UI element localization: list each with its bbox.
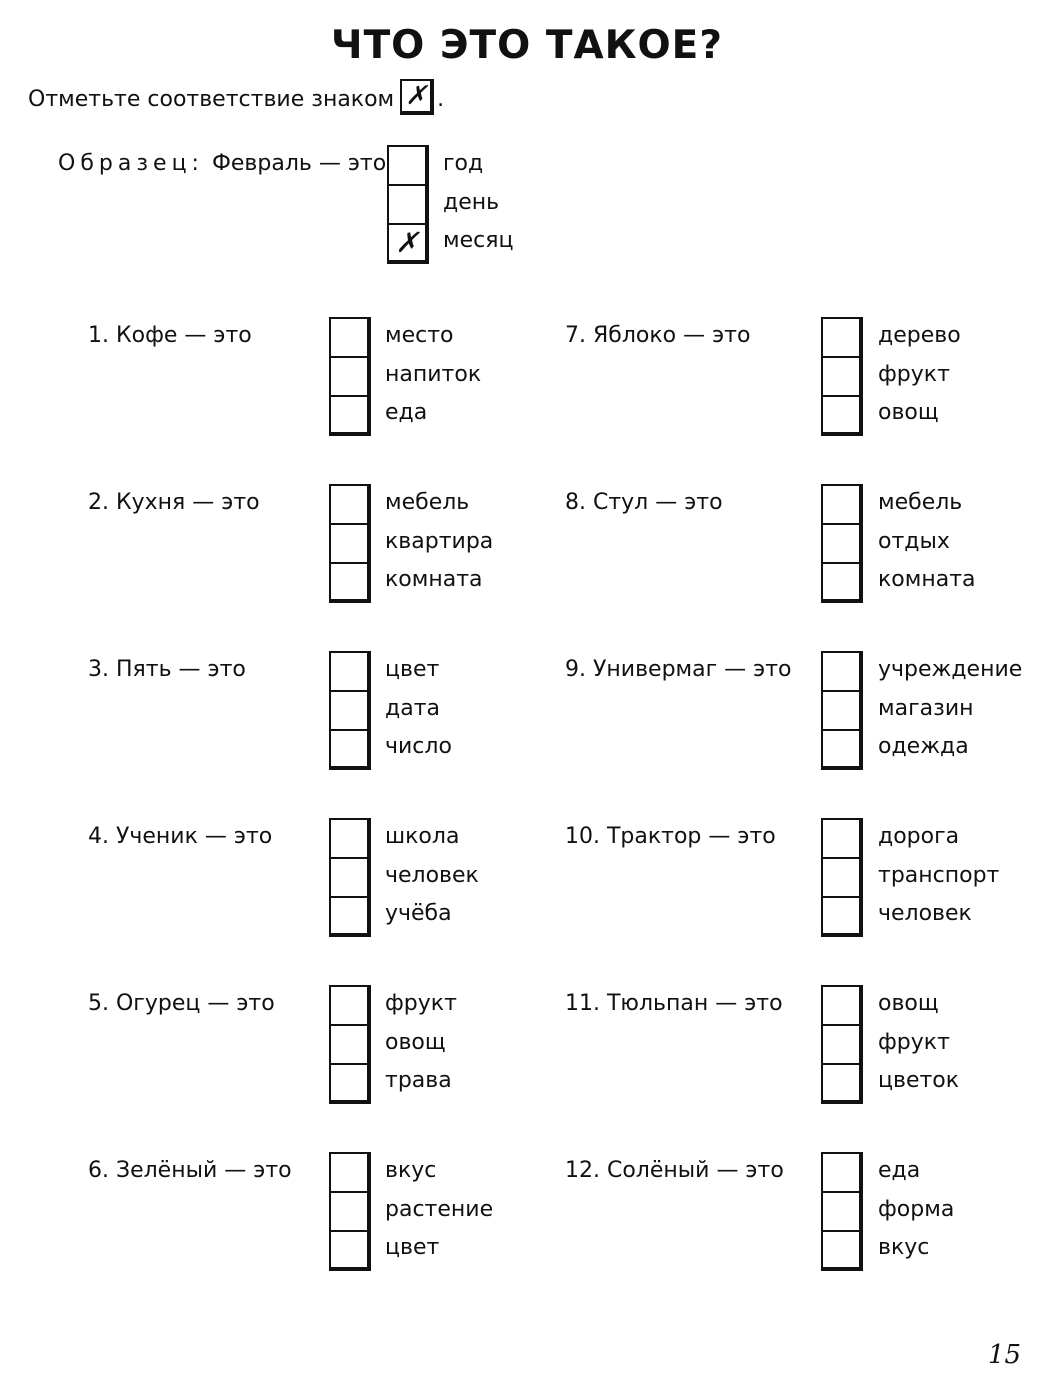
answer-checkbox[interactable] xyxy=(329,1024,371,1063)
answer-option: человек xyxy=(385,862,479,888)
answer-option: число xyxy=(385,734,452,759)
answer-checkbox[interactable] xyxy=(821,484,863,523)
instruction-period: . xyxy=(437,87,445,112)
answer-option: цвет xyxy=(385,657,440,682)
answer-checkbox-group xyxy=(821,317,863,436)
answer-options xyxy=(385,1153,493,1269)
sample-mark-box: ✗ xyxy=(400,79,434,115)
answer-option: комната xyxy=(385,567,483,592)
answer-checkbox-group xyxy=(329,818,371,937)
sample-checkbox xyxy=(387,145,429,184)
answer-checkbox[interactable] xyxy=(821,356,863,395)
answer-checkbox[interactable] xyxy=(821,1191,863,1230)
answer-checkbox[interactable] xyxy=(821,1063,863,1104)
question-label: 2. Кухня — это xyxy=(88,490,260,515)
answer-checkbox[interactable] xyxy=(821,818,863,857)
answer-option: трава xyxy=(385,1068,452,1093)
answer-options xyxy=(385,318,481,434)
answer-option: комната xyxy=(878,567,976,592)
answer-checkbox[interactable] xyxy=(821,690,863,729)
answer-checkbox[interactable] xyxy=(821,395,863,436)
answer-checkbox[interactable] xyxy=(329,317,371,356)
answer-option: отдых xyxy=(878,528,950,554)
answer-checkbox[interactable] xyxy=(821,562,863,603)
answer-option: овощ xyxy=(385,1029,446,1055)
answer-checkbox[interactable] xyxy=(821,1230,863,1271)
answer-option: место xyxy=(385,323,454,348)
question-label: 7. Яблоко — это xyxy=(565,323,751,348)
answer-option: форма xyxy=(878,1196,955,1222)
answer-option: дата xyxy=(385,695,440,721)
answer-checkbox[interactable] xyxy=(329,395,371,436)
answer-checkbox[interactable] xyxy=(329,896,371,937)
question-label: 5. Огурец — это xyxy=(88,991,275,1016)
answer-checkbox[interactable] xyxy=(821,523,863,562)
sample-checkbox: ✗ xyxy=(387,223,429,264)
answer-options xyxy=(385,652,452,768)
answer-checkbox[interactable] xyxy=(329,857,371,896)
answer-checkbox-group xyxy=(329,317,371,436)
answer-option: фрукт xyxy=(878,361,950,387)
answer-checkbox-group xyxy=(821,1152,863,1271)
question-label: 8. Стул — это xyxy=(565,490,723,515)
sample-label xyxy=(58,146,386,182)
answer-checkbox[interactable] xyxy=(821,985,863,1024)
answer-option: вкус xyxy=(878,1235,930,1260)
answer-checkbox-group xyxy=(821,651,863,770)
answer-checkbox[interactable] xyxy=(329,356,371,395)
answer-options xyxy=(385,485,493,601)
answer-option: растение xyxy=(385,1196,494,1222)
sample-option: месяц xyxy=(443,228,514,253)
answer-checkbox[interactable] xyxy=(329,1063,371,1104)
answer-options xyxy=(878,652,1022,768)
answer-option: дерево xyxy=(878,323,961,348)
answer-option: вкус xyxy=(385,1158,437,1183)
answer-option: одежда xyxy=(878,734,969,759)
question-label: 3. Пять — это xyxy=(88,657,246,682)
answer-checkbox-group xyxy=(329,1152,371,1271)
answer-option: магазин xyxy=(878,695,974,721)
answer-checkbox[interactable] xyxy=(821,1024,863,1063)
page-number: 15 xyxy=(988,1340,1022,1370)
sample-checkbox xyxy=(387,184,429,223)
question-label: 6. Зелёный — это xyxy=(88,1158,292,1183)
answer-checkbox-group xyxy=(821,818,863,937)
question-label: 4. Ученик — это xyxy=(88,824,273,849)
answer-checkbox-group xyxy=(329,484,371,603)
answer-option: школа xyxy=(385,824,460,849)
answer-checkbox[interactable] xyxy=(329,484,371,523)
answer-checkbox-group xyxy=(821,985,863,1104)
answer-option: квартира xyxy=(385,528,494,554)
sample-caption: Образец: xyxy=(58,151,204,176)
answer-option: учреждение xyxy=(878,657,1023,682)
answer-checkbox[interactable] xyxy=(329,1230,371,1271)
answer-option: человек xyxy=(878,901,972,926)
answer-checkbox-group xyxy=(329,651,371,770)
question-label: 10. Трактор — это xyxy=(565,824,776,849)
answer-checkbox[interactable] xyxy=(329,523,371,562)
answer-checkbox[interactable] xyxy=(329,1191,371,1230)
answer-option: еда xyxy=(878,1158,921,1183)
answer-checkbox[interactable] xyxy=(329,1152,371,1191)
answer-option: еда xyxy=(385,400,428,425)
question-label: 1. Кофе — это xyxy=(88,323,252,348)
answer-options xyxy=(878,485,976,601)
answer-option: овощ xyxy=(878,991,939,1016)
answer-option: транспорт xyxy=(878,862,1000,888)
answer-option: мебель xyxy=(878,490,963,515)
answer-checkbox[interactable] xyxy=(329,562,371,603)
answer-option: напиток xyxy=(385,361,482,387)
sample-checkbox-group xyxy=(387,145,429,264)
instruction xyxy=(28,78,444,122)
question-label: 11. Тюльпан — это xyxy=(565,991,783,1016)
answer-option: цветок xyxy=(878,1068,960,1093)
answer-options xyxy=(878,986,959,1102)
page-title: ЧТО ЭТО ТАКОЕ? xyxy=(331,23,723,68)
sample-question: Февраль — это xyxy=(211,151,387,176)
answer-options xyxy=(385,819,479,935)
answer-option: мебель xyxy=(385,490,470,515)
answer-option: цвет xyxy=(385,1235,440,1260)
answer-option: овощ xyxy=(878,400,939,425)
answer-options xyxy=(385,986,457,1102)
answer-checkbox[interactable] xyxy=(329,651,371,690)
sample-options xyxy=(443,146,513,262)
answer-checkbox[interactable] xyxy=(821,857,863,896)
answer-checkbox-group xyxy=(329,985,371,1104)
answer-checkbox[interactable] xyxy=(821,651,863,690)
answer-option: фрукт xyxy=(878,1029,950,1055)
sample-option: год xyxy=(443,151,484,176)
answer-checkbox[interactable] xyxy=(821,1152,863,1191)
answer-option: учёба xyxy=(385,901,452,926)
sample-option: день xyxy=(443,189,500,215)
answer-options xyxy=(878,1153,954,1269)
question-label: 12. Солёный — это xyxy=(565,1158,784,1183)
answer-checkbox[interactable] xyxy=(329,690,371,729)
answer-checkbox[interactable] xyxy=(329,818,371,857)
instruction-text: Отметьте соответствие знаком xyxy=(28,87,395,112)
answer-options xyxy=(878,819,999,935)
question-label: 9. Универмаг — это xyxy=(565,657,792,682)
answer-option: дорога xyxy=(878,824,960,849)
answer-checkbox[interactable] xyxy=(821,317,863,356)
answer-checkbox[interactable] xyxy=(821,896,863,937)
answer-options xyxy=(878,318,961,434)
answer-option: фрукт xyxy=(385,991,457,1016)
answer-checkbox[interactable] xyxy=(329,985,371,1024)
answer-checkbox[interactable] xyxy=(329,729,371,770)
answer-checkbox-group xyxy=(821,484,863,603)
answer-checkbox[interactable] xyxy=(821,729,863,770)
